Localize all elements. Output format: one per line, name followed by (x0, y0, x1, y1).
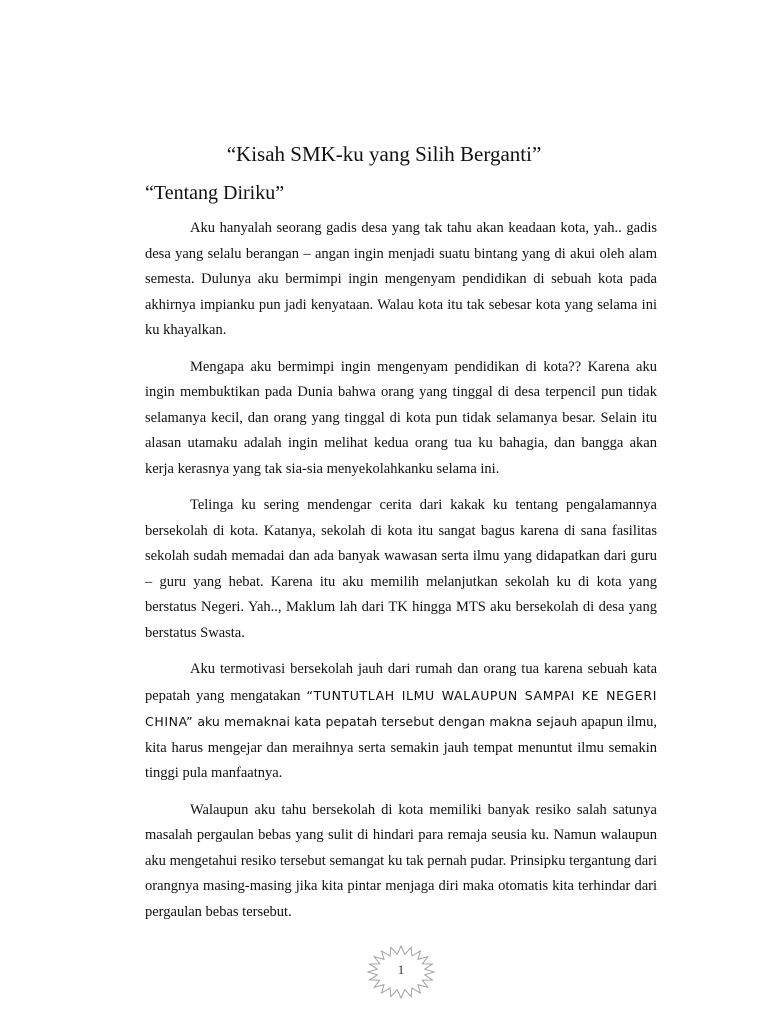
paragraph-3: Telinga ku sering mendengar cerita dari kakak ku tentang pengalamannya bersekolah di kota. Katanya, sekolah di kota itu sangat bagus karena di sana fasilitas sekolah sudah memadai dan ada banyak wawasan serta ilmu yang didapatkan dari guru – guru yang hebat. Karena itu aku memilih melanjutkan sekolah ku di kota yang berstatus Negeri. Yah.., Maklum lah dari TK hingga MTS aku bersekolah di desa yang berstatus Swasta. (145, 497, 657, 641)
paragraph-4 (145, 657, 657, 787)
section-heading: “Tentang Diriku” (145, 182, 285, 204)
document-body (145, 216, 657, 936)
paragraph-2: Mengapa aku bermimpi ingin mengenyam pendidikan di kota?? Karena aku ingin membuktikan pada Dunia bahwa orang yang tinggal di desa terpencil pun tidak selamanya kecil, dan orang yang tinggal di kota pun tidak selamanya besar. Selain itu alasan utamaku adalah ingin melihat kedua orang tua ku bahagia, dan bangga akan kerja kerasnya yang tak sia-sia menyekolahkanku selama ini. (145, 358, 657, 477)
proverb-quote: “TUNTUTLAH ILMU WALAUPUN SAMPAI KE NEGERI CHINA” (145, 687, 657, 729)
document-title: “Kisah SMK-ku yang Silih Berganti” (226, 142, 542, 166)
paragraph-1: Aku hanyalah seorang gadis desa yang tak tahu akan keadaan kota, yah.. gadis desa yang selalu berangan – angan ingin menjadi suatu bintang yang di akui oleh alam semesta. Dulunya aku bermimpi ingin mengenyam pendidikan di sebuah kota pada akhirnya impianku pun jadi kenyataan. Walau kota itu tak sebesar kota yang selama ini ku khayalkan. (145, 220, 657, 338)
page-number: 1 (397, 962, 405, 977)
paragraph-4-lead: Aku termotivasi bersekolah jauh dari rumah dan orang tua karena sebuah kata pepatah yang mengatakan (145, 661, 657, 704)
paragraph-4-tail: apapun ilmu, kita harus mengejar dan meraihnya serta semakin jauh tempat menuntut ilmu semakin tinggi pula manfaatnya. (145, 714, 657, 781)
page-number-badge (366, 944, 436, 1000)
paragraph-5: Walaupun aku tahu bersekolah di kota memiliki banyak resiko salah satunya masalah pergaulan bebas yang sulit di hindari para remaja seusia ku. Namun walaupun aku mengetahui resiko tersebut semangat ku tak pernah pudar. Prinsipku tergantung dari orangnya masing-masing jika kita pintar menjaga diri maka otomatis kita terhindar dari pergaulan bebas tersebut. (145, 801, 657, 920)
paragraph-4-middle: aku memaknai kata pepatah tersebut dengan makna sejauh (193, 714, 578, 729)
